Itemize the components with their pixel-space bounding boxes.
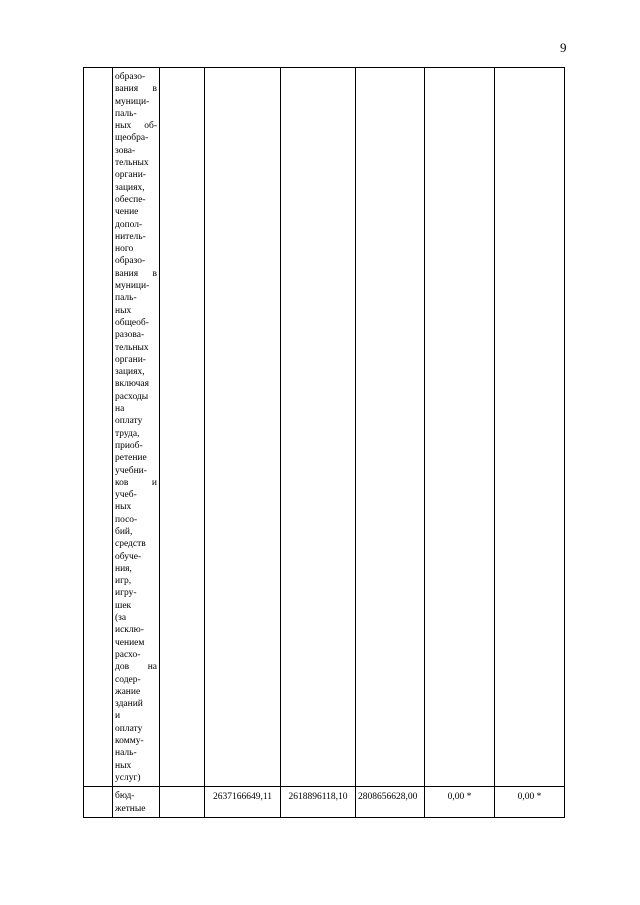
description-line: бюд- bbox=[115, 791, 135, 802]
description-line: приоб- bbox=[115, 440, 143, 451]
description-line: тельных bbox=[115, 342, 149, 353]
description-line: игр, bbox=[115, 576, 132, 587]
description-line: образо- bbox=[115, 72, 146, 82]
cell-value-year-1: 2637166649,11 bbox=[205, 787, 281, 818]
description-line: ния, bbox=[115, 563, 132, 574]
description-line: образо- bbox=[115, 256, 146, 267]
description-line: жетные bbox=[115, 803, 146, 814]
cell-empty bbox=[356, 68, 425, 787]
description-line: комму- bbox=[115, 736, 144, 747]
cell-value-year-3: 2808656628,00 bbox=[356, 787, 425, 818]
description-line: средств bbox=[115, 539, 146, 550]
description-text bbox=[115, 790, 157, 815]
cell-value-year-2: 2618896118,10 bbox=[281, 787, 356, 818]
cell-empty bbox=[160, 787, 205, 818]
cell-value-year-4: 0,00 * bbox=[425, 787, 495, 818]
description-line: учебни- bbox=[115, 465, 147, 476]
description-line: на bbox=[115, 404, 125, 415]
description-line: включая bbox=[115, 379, 149, 390]
description-line: и bbox=[115, 711, 121, 722]
description-line: зациях, bbox=[115, 182, 145, 193]
cell-empty bbox=[84, 68, 113, 787]
cell-description bbox=[113, 787, 160, 818]
table-row-budget bbox=[84, 787, 565, 818]
description-line: дов на bbox=[115, 662, 157, 673]
description-line: труда, bbox=[115, 428, 140, 439]
description-line: щеобра- bbox=[115, 133, 149, 144]
description-line: муници- bbox=[115, 96, 150, 107]
description-line: органи- bbox=[115, 170, 146, 181]
description-line: чением bbox=[115, 637, 145, 648]
description-line: ного bbox=[115, 244, 134, 255]
description-line: исклю- bbox=[115, 625, 144, 636]
description-line: муници- bbox=[115, 281, 150, 292]
description-line: содер- bbox=[115, 674, 141, 685]
description-line: ных bbox=[115, 305, 132, 316]
description-line: тельных bbox=[115, 158, 149, 169]
cell-empty bbox=[281, 68, 356, 787]
description-line: разова- bbox=[115, 330, 145, 341]
description-line: вания в bbox=[115, 84, 157, 95]
description-line: расхо- bbox=[115, 649, 141, 660]
description-line: игру- bbox=[115, 588, 137, 599]
page-number: 9 bbox=[560, 40, 567, 55]
description-line: ных bbox=[115, 760, 132, 771]
description-line: ных об- bbox=[115, 121, 157, 132]
description-line: зациях, bbox=[115, 367, 145, 378]
description-line: услуг) bbox=[115, 772, 141, 783]
description-line: зова- bbox=[115, 145, 136, 156]
description-line: обуче- bbox=[115, 551, 142, 562]
description-line: бий, bbox=[115, 526, 133, 537]
cell-empty bbox=[84, 787, 113, 818]
description-line: нитель- bbox=[115, 231, 146, 242]
description-line: учеб- bbox=[115, 490, 137, 501]
description-line: ретение bbox=[115, 453, 147, 464]
description-text bbox=[115, 71, 157, 784]
budget-table bbox=[83, 67, 565, 818]
cell-value-year-5: 0,00 * bbox=[495, 787, 565, 818]
description-line: оплату bbox=[115, 416, 143, 427]
cell-description bbox=[113, 68, 160, 787]
description-line: органи- bbox=[115, 354, 146, 365]
description-line: зданий bbox=[115, 699, 143, 710]
description-line: жание bbox=[115, 686, 141, 697]
description-line: общеоб- bbox=[115, 317, 149, 328]
cell-empty bbox=[160, 68, 205, 787]
description-line: вания в bbox=[115, 268, 157, 279]
table-row-description bbox=[84, 68, 565, 787]
description-line: посо- bbox=[115, 514, 138, 525]
description-line: (за bbox=[115, 613, 127, 624]
cell-empty bbox=[205, 68, 281, 787]
cell-empty bbox=[495, 68, 565, 787]
description-line: расходы bbox=[115, 391, 149, 402]
description-line: обеспе- bbox=[115, 194, 146, 205]
description-line: чение bbox=[115, 207, 139, 218]
cell-empty bbox=[425, 68, 495, 787]
description-line: оплату bbox=[115, 723, 143, 734]
description-line: ных bbox=[115, 502, 132, 513]
description-line: паль- bbox=[115, 293, 137, 304]
description-line: шек bbox=[115, 600, 132, 611]
description-line: наль- bbox=[115, 748, 137, 759]
description-line: допол- bbox=[115, 219, 143, 230]
description-line: ков и bbox=[115, 477, 157, 488]
description-line: паль- bbox=[115, 108, 137, 119]
